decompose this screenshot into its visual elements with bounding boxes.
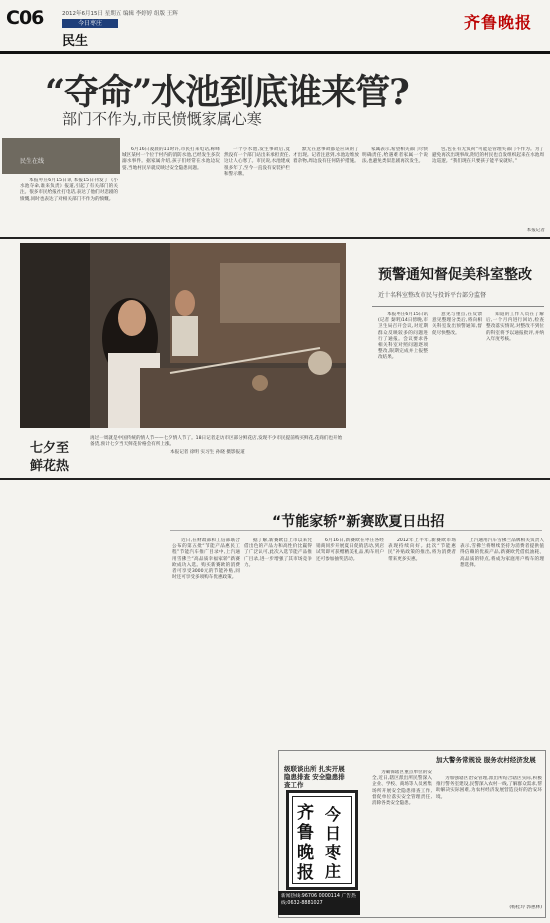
page-meta: 2012年6月15日 星期五 编辑 李婷婷 组版 王辉	[62, 11, 178, 17]
paper-promo-box	[286, 790, 358, 890]
right-story-subhead: 近十名科室整改市民与投诉平台部分监督	[378, 292, 487, 299]
promo-city-name: 今日枣庄	[325, 805, 342, 881]
photo-side-title: 七夕至 鲜花热	[30, 441, 70, 474]
bottom-divider	[0, 478, 550, 480]
rural-story-text: 为加强辖区治安管理,派出所结合辖区实际,积极推行警务室建设,民警深入农村一线,了解群众需求,帮助解决实际困难,为农村经济发展营造良好的治安环境。	[436, 776, 542, 800]
right-story-col-1: 本报枣庄6月15日讯(记者 秦明)14日傍晚,市卫生局召开会议,对近期群众反映较多的问题进行了通报。会议要求各相关科室对照问题逐项整改,限期完成并上报整改结果。	[378, 312, 428, 361]
lead-col-3: 一个小水池,发生事故后,竟然没有一个部门站出来承担责任,这让人心寒了。市民说,水池建成很多年了,至今一直没有安装护栏和警示牌。	[224, 147, 290, 177]
car-story-rule	[170, 530, 542, 531]
car-story-headline: “节能家轿”新赛欧夏日出招	[272, 514, 445, 530]
lead-col-1: 本报枣庄6月15日讯 本报15日刊发了《小水池夺命,谁来负责》报道,引起了有关部门的关注。很多市民给报社打电话,表达了他们对悲剧的愤慨,同时也表达了对相关部门不作为的愤慨。	[20, 178, 118, 202]
car-story-col-5: 上汽通用汽车雪佛兰品牌相关负责人表示,雪佛兰将继续坚持为消费者提供值得信赖的优质产品,新赛欧凭借低油耗、高品质的特点,将成为家庭用户购车的理想选择。	[460, 538, 544, 568]
lead-headline: “夺命”水池到底谁来管?	[45, 72, 409, 113]
lead-col-5: 家属表示,希望相关部门尽快明确责任,给遇难者家属一个说法,也避免类似悲剧再次发生。	[362, 147, 428, 165]
photo-caption: 再过一周就是中国传统的情人节——七夕情人节了。18日记者走访市区部分鲜花店,发现不少市民提前购买鲜花,花商们也开始备货,预计七夕当天鲜花价格会有所上涨。	[90, 436, 343, 448]
lead-subheadline: 部门不作为,市民愤慨家属心寒	[62, 110, 262, 128]
car-story-col-1: 近日,在财政部和工信部联合公布的第五批“节能产品惠民工程”节能汽车推广目录中,上汽通用雪佛兰“高品质幸福家轿”新赛欧成功入选。购买新赛欧的消费者可享受3000元的节能补贴,同时还可享受多项购车优惠政策。	[172, 538, 240, 581]
lead-byline: 本报记者	[526, 228, 545, 233]
paper-promo-inner	[292, 796, 352, 884]
police-story-text: 为确保辖区重点单位的安全,近日,辖区派出所民警深入企业、学校、商场等人员密集场所开展安全隐患排查工作,督促单位落实安全管理责任,消除各类安全隐患。	[372, 770, 432, 807]
right-story-rule	[372, 306, 544, 307]
page-number: C06	[6, 7, 44, 29]
car-story-col-4: 2012年上半年,新赛欧市场表现持续向好。此次“节能惠民”补贴政策的推出,将为消费者带来更多实惠。	[388, 538, 456, 562]
car-story-col-3: 6月16日,新赛欧在枣庄各经销商同步开展夏日促销活动,到店试驾即可获赠精美礼品,购车用户还可参加抽奖活动。	[316, 538, 384, 562]
right-story-col-3: 知道的工作人员在了解后,一个月内进行回访,检查整改落实情况,对整改不到位的科室将予以通报批评,并纳入年度考核。	[486, 312, 544, 342]
rural-story-byline: (杨桂玲 郭惠林)	[509, 905, 542, 910]
lead-col-4: 默无在意事故都是应该的了才出现。记者注意到,水池边堆放着杂物,周边没有任何防护措施。	[293, 147, 359, 165]
masthead-rule	[0, 51, 550, 54]
flower-photo	[20, 243, 346, 428]
lead-photo-label: 民生在线	[20, 158, 45, 165]
section-divider	[0, 237, 550, 239]
right-story-headline: 预警通知督促美科室整改	[378, 267, 532, 283]
masthead-logo: 齐鲁晚报	[463, 13, 532, 32]
flower-photo-illustration	[20, 243, 346, 428]
rural-story-headline: 加大警务常规设 服务农村经济发展	[436, 756, 536, 764]
lead-col-6: 包,包在有无负荷“可能是管理失部门不作为。为了避免再次出现事故,附近的村民也自发组织起来在水池周边巡逻。“我们现在只要孩子能平安就好。”	[432, 147, 544, 165]
photo-credit: 本报记者 徐明 实习生 孙晓 摄影报道	[170, 450, 245, 455]
right-story-col-2: 意见与重点,在反馈意见整理分类后,将向相关科室发出预警通知,督促尽快整改。	[432, 312, 482, 336]
section-chip: 今日枣庄	[62, 19, 118, 28]
promo-phone-bar: 新闻热线:96706 0000114 广告热线:0632-8881027	[278, 891, 360, 915]
section-title: 民生	[62, 34, 89, 49]
car-story-col-2: 据了解,新赛欧自上市以来凭借出色的产品力和高性价比赢得了广泛认可,此次入选节能产品推广目录,进一步增强了其市场竞争力。	[244, 538, 312, 568]
lead-col-2: 6月16日凌晨的11时许,市民打来电话,称峄城区某村一个位于村内的消防水池,已经发生多次溺水事件。据家属介绍,孩子们经常在水池边玩耍,当地村民早就反映过安全隐患问题。	[122, 147, 220, 171]
promo-paper-name: 齐鲁晚报	[297, 803, 314, 883]
police-story-headline: 级联谈出所 扎实开展隐患排查 安全隐患排查工作	[284, 765, 345, 789]
